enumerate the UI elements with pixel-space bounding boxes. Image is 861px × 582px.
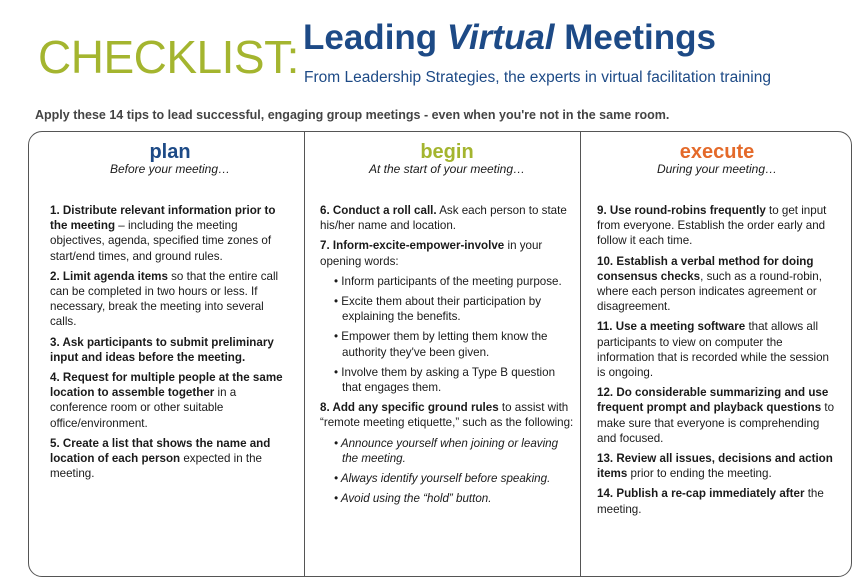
begin-column xyxy=(320,142,574,511)
execute-column xyxy=(597,142,837,522)
item-bold-text: 14. Publish a re-cap immediately after xyxy=(597,487,805,501)
begin-subtitle: At the start of your meeting… xyxy=(368,162,526,176)
bullet-item: • Always identify yourself before speaking. xyxy=(334,472,551,486)
bullet-item: • Excite them about their participation by explaining the benefits. xyxy=(334,295,542,324)
checklist-item xyxy=(50,370,290,431)
checklist-item-8 xyxy=(320,400,574,430)
item-bold-text: 13. Review all issues, decisions and action items xyxy=(597,452,833,481)
plan-title: plan xyxy=(149,141,191,163)
checklist-item xyxy=(597,385,837,446)
plan-items xyxy=(50,203,290,481)
bullet-item: • Avoid using the “hold” button. xyxy=(334,492,492,506)
execute-subtitle: During your meeting… xyxy=(656,162,778,176)
item-bold-text: 4. Request for multiple people at the same location to assemble together xyxy=(50,371,283,400)
bullet-item: • Involve them by asking a Type B question that engages them. xyxy=(334,365,556,395)
item-text: to make sure that everyone is comprehending and focused. xyxy=(597,401,835,445)
item-6-text: Ask each person to state his/her name and location. xyxy=(320,204,567,233)
checklist-item xyxy=(597,319,837,380)
item-bold-text: 1. Distribute relevant information prior to the meeting xyxy=(50,204,276,233)
execute-title: execute xyxy=(679,141,755,163)
item-text: – including the meeting objectives, agenda, specified time zones of start/end times, and ground rules. xyxy=(50,219,272,263)
item-7-bold: 7. Inform-excite-empower-involve xyxy=(320,239,505,253)
page-subtitle: From Leadership Strategies, the experts in virtual facilitation training xyxy=(304,69,771,86)
item-8-text: to assist with “remote meeting etiquette,” such as the following: xyxy=(320,401,574,430)
plan-subtitle: Before your meeting… xyxy=(109,162,231,176)
item-bold-text: 2. Limit agenda items xyxy=(50,269,168,283)
checklist-item xyxy=(597,254,837,315)
item-bold-text: 11. Use a meeting software xyxy=(597,320,746,334)
execute-header xyxy=(597,142,837,176)
bullet-item: • Announce yourself when joining or leaving the meeting. xyxy=(334,436,559,465)
item-bold-text: 5. Create a list that shows the name and location of each person xyxy=(50,436,271,466)
checklist-item xyxy=(50,203,290,264)
plan-header xyxy=(50,142,290,176)
plan-column xyxy=(50,142,290,486)
item-7-bullets xyxy=(320,274,574,395)
begin-items xyxy=(320,203,574,506)
item-text: that allows all participants to view on computer the information that is recorded while the session is ongoing. xyxy=(597,320,829,380)
begin-header xyxy=(320,142,574,176)
checklist-item xyxy=(50,335,290,365)
checklist-item xyxy=(597,451,837,481)
title-part-leading: Leading xyxy=(303,18,447,57)
checklist-item-6 xyxy=(320,203,574,233)
item-8-bold: 8. Add any specific ground rules xyxy=(320,401,499,415)
item-bold-text: 9. Use round-robins frequently xyxy=(597,204,766,217)
checklist-item xyxy=(597,486,837,516)
execute-items xyxy=(597,203,837,517)
item-text: expected in the meeting. xyxy=(50,452,262,481)
checklist-item xyxy=(597,203,837,249)
item-bold-text: 3. Ask participants to submit preliminary input and ideas before the meeting. xyxy=(50,335,274,364)
item-6-bold: 6. Conduct a roll call. xyxy=(320,204,437,217)
item-text: the meeting. xyxy=(597,487,824,516)
title-part-virtual: Virtual xyxy=(446,18,555,57)
bullet-item: • Empower them by letting them know the authority they've been given. xyxy=(334,330,548,359)
item-bold-text: 12. Do considerable summarizing and use frequent prompt and playback questions xyxy=(597,386,829,415)
page-title xyxy=(303,20,716,55)
intro-text: Apply these 14 tips to lead successful, engaging group meetings - even when you're not in the same room. xyxy=(35,108,670,122)
item-text: to get input from everyone. Establish the order early and follow it each time. xyxy=(597,204,827,248)
column-divider-1 xyxy=(304,131,305,577)
item-text: in a conference room or other suitable office/environment. xyxy=(50,386,237,430)
checklist-label: CHECKLIST: xyxy=(38,31,299,83)
item-8-bullets xyxy=(320,436,574,507)
begin-title: begin xyxy=(420,141,474,163)
checklist-item xyxy=(50,269,290,330)
item-bold-text: 10. Establish a verbal method for doing consensus checks xyxy=(597,254,814,283)
checklist-item-7 xyxy=(320,238,574,268)
item-text: prior to ending the meeting. xyxy=(627,467,772,481)
bullet-item: • Inform participants of the meeting purpose. xyxy=(334,274,562,288)
checklist-item xyxy=(50,436,290,482)
title-part-meetings: Meetings xyxy=(554,18,716,57)
item-text: so that the entire call can be completed in two hours or less. If necessary, break the meeting into several calls. xyxy=(50,269,279,329)
item-text: , such as a round-robin, where each person indicates agreement or disagreement. xyxy=(597,269,822,314)
column-divider-2 xyxy=(580,131,581,577)
item-7-text: in your opening words: xyxy=(320,239,543,268)
